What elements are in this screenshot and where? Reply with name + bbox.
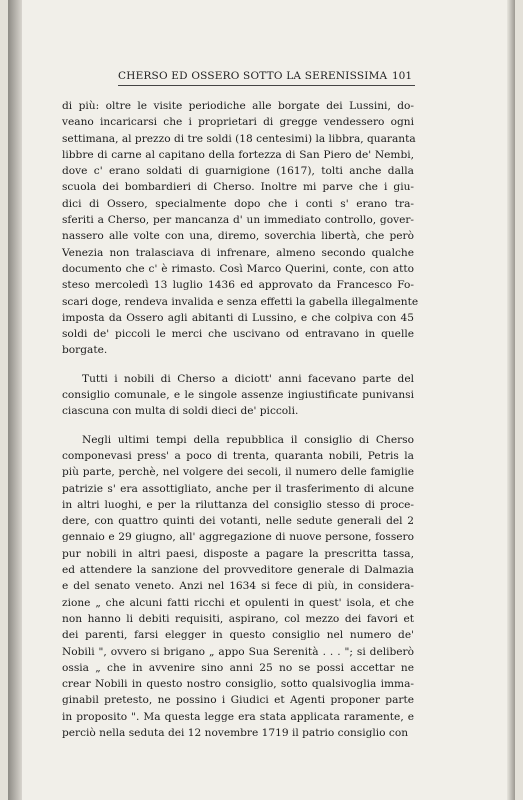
page-edge-shadow (507, 0, 515, 800)
text-line: documento che c' è rimasto. Così Marco Querini, conte, con atto (62, 262, 414, 275)
text-line: dici di Ossero, specialmente dopo che i conti s' erano tra- (62, 197, 414, 210)
text-line: ginabil pretesto, ne possino i Giudici et Agenti proponer parte (62, 694, 414, 707)
text-line: dove c' erano soldati di guarnigione (1617), tolti anche dalla (62, 165, 414, 178)
text-line: dei parenti, farsi elegger in questo consiglio nel numero de' (62, 629, 414, 642)
text-line: zione „ che alcuni fatti ricchi et opulenti in quest' isola, et che (62, 596, 414, 609)
text-line: ossia „ che in avvenire sino anni 25 no se possi accettar ne (62, 661, 414, 674)
text-line: pur nobili in altri paesi, disposte a pagare la prescritta tassa, (62, 547, 414, 560)
text-line: settimana, al prezzo di tre soldi (18 centesimi) la libbra, quaranta (62, 132, 416, 145)
paragraph-gap (62, 359, 414, 371)
running-head: CHERSO ED OSSERO SOTTO LA SERENISSIMA (118, 70, 388, 82)
paragraph (62, 432, 414, 742)
text-line: ciascuna con multa di soldi dieci de' piccoli. (62, 405, 299, 418)
text-line: scuola dei bombardieri di Cherso. Inoltre mi parve che i giu- (62, 181, 414, 194)
text-line: borgate. (62, 344, 108, 357)
text-line: e del senato veneto. Anzi nel 1634 si fece di più, in considera- (62, 580, 414, 593)
text-line: dere, con quattro quinti dei votanti, nelle sedute generali del 2 (62, 515, 414, 528)
text-line: crear Nobili in questo nostro consiglio, sotto qualsivoglia imma- (62, 678, 414, 691)
text-line: veano incaricarsi che i proprietari di gregge vendessero ogni (62, 116, 414, 129)
text-line: imposta da Ossero agli abitanti di Lussino, e che colpiva con 45 (62, 311, 414, 324)
page-number: 101 (392, 70, 413, 82)
text-line: componevasi press' a poco di trenta, quaranta nobili, Petris la (62, 449, 414, 462)
text-line: gennaio e 29 giugno, all' aggregazione di nuove persone, fossero (62, 531, 414, 544)
text-line: perciò nella seduta dei 12 novembre 1719 il patrio consiglio con (62, 726, 409, 739)
text-line: Tutti i nobili di Cherso a diciott' anni facevano parte del (82, 372, 414, 385)
text-line: steso mercoledì 13 luglio 1436 ed approvato da Francesco Fo- (62, 279, 414, 292)
text-line: ed attendere la sanzione del provveditore generale di Dalmazia (62, 564, 414, 577)
text-line: Venezia non tralasciava di infrenare, almeno secondo qualche (62, 246, 414, 259)
text-line: scari doge, rendeva invalida e senza effetti la gabella illegalmente (62, 295, 419, 308)
text-line: in proposito ". Ma questa legge era stata applicata raramente, e (62, 710, 414, 723)
text-line: Nobili ", ovvero si brigano „ appo Sua Serenità . . . "; si deliberò (62, 645, 414, 658)
text-line: Negli ultimi tempi della repubblica il consiglio di Cherso (82, 433, 414, 446)
paragraph (62, 371, 414, 420)
text-line: più parte, perchè, nel volgere dei secoli, il numero delle famiglie (62, 466, 414, 479)
text-line: soldi de' piccoli le merci che uscivano od entravano in quelle (62, 328, 414, 341)
text-line: non hanno li debiti requisiti, aspirano, col mezzo dei favori et (62, 612, 414, 625)
text-line: patrizie s' era assottigliato, anche per il trasferimento di alcune (62, 482, 414, 495)
body-text (62, 98, 419, 741)
page-gutter-shadow (8, 0, 22, 800)
header-rule (118, 85, 415, 86)
text-line: in altri luoghi, e per la riluttanza del consiglio stesso di proce- (62, 498, 414, 511)
text-line: sferiti a Cherso, per mancanza d' un immediato controllo, gover- (62, 214, 414, 227)
text-line: di più: oltre le visite periodiche alle borgate dei Lussini, do- (62, 100, 414, 112)
text-line: consiglio comunale, e le singole assenze ingiustificate punivansi (62, 389, 414, 402)
text-line: libbre di carne al capitano della fortezza di San Piero de' Nembi, (62, 148, 414, 161)
paragraph (62, 98, 419, 359)
paragraph-gap (62, 420, 414, 432)
text-line: nassero alle volte con una, diremo, soverchia libertà, che però (62, 230, 414, 243)
